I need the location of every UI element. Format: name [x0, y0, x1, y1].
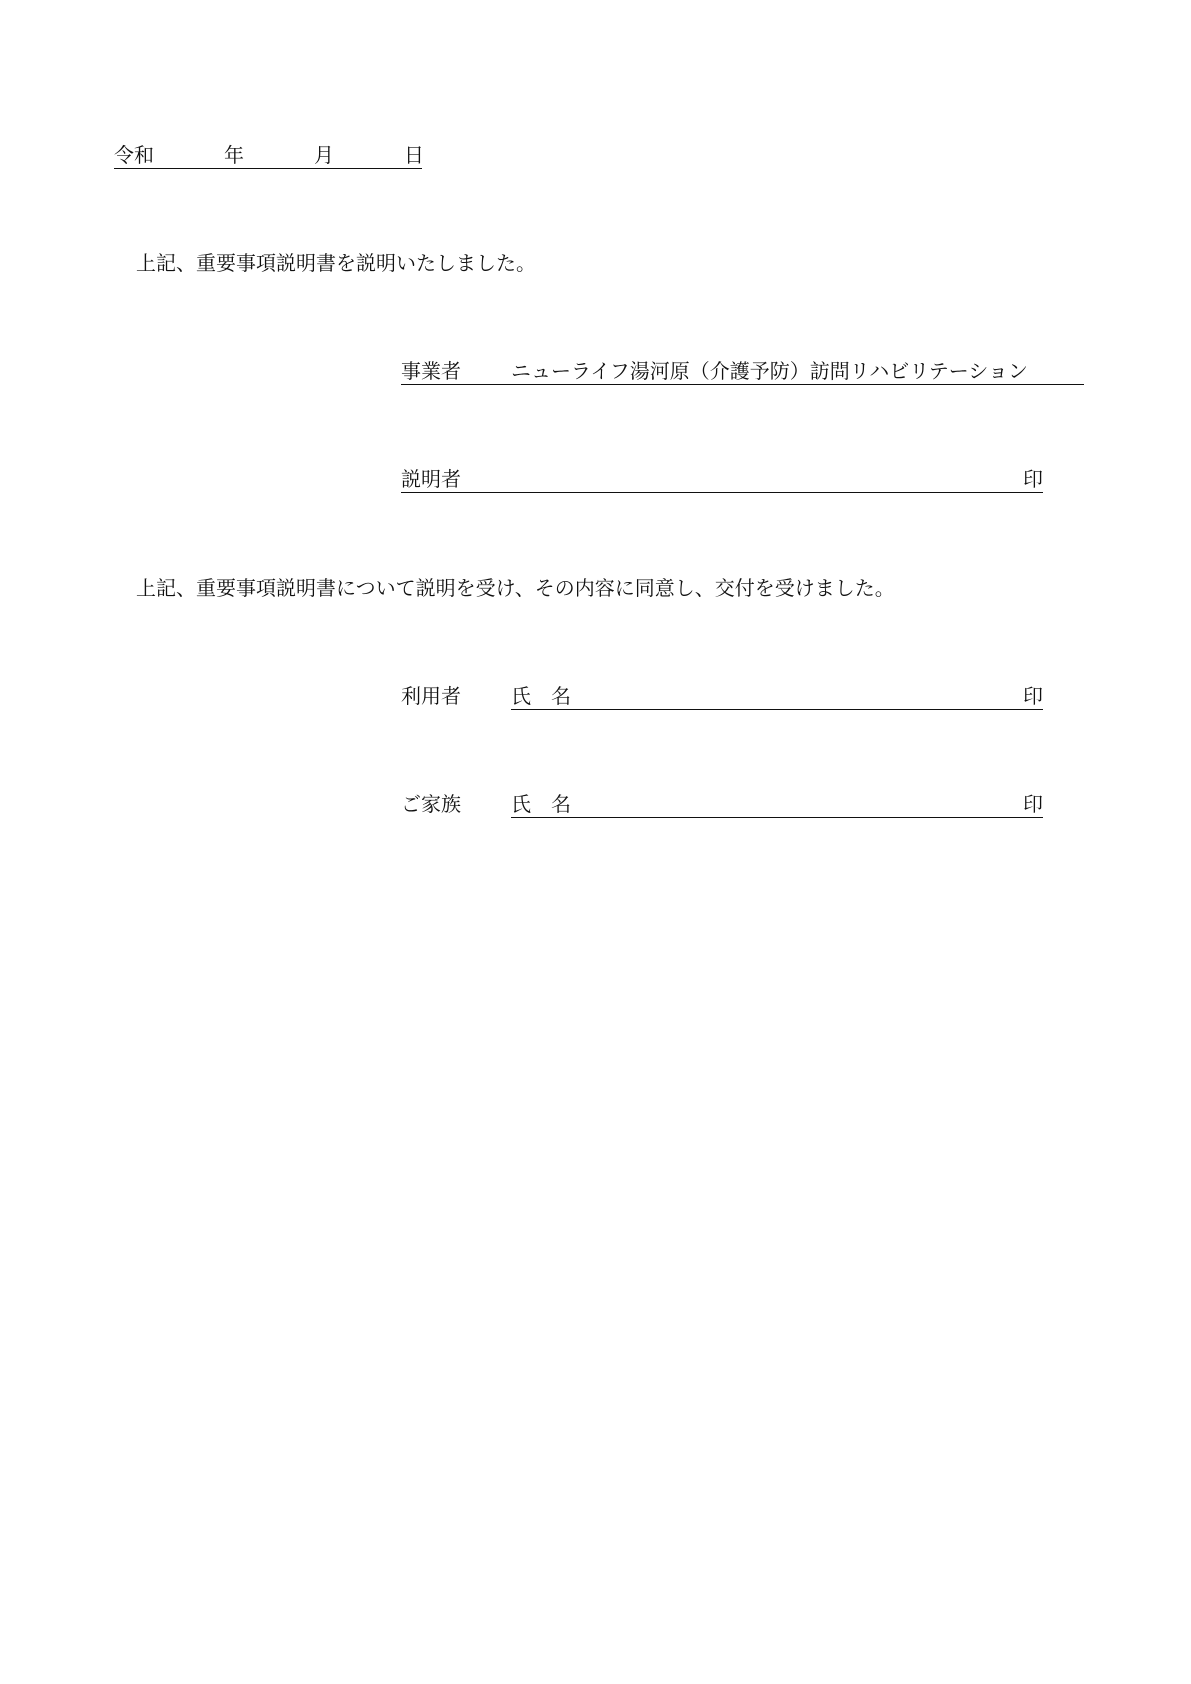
date-year-label: 年 [224, 143, 244, 167]
date-day-label: 日 [404, 143, 424, 167]
statement-agreed: 上記、重要事項説明書について説明を受け、その内容に同意し、交付を受けました。 [136, 576, 895, 600]
explainer-seal-mark: 印 [1023, 467, 1043, 491]
explainer-label: 説明者 [401, 467, 461, 491]
family-signature-field[interactable] [511, 791, 1043, 818]
family-seal-mark: 印 [1023, 792, 1043, 816]
date-month-label: 月 [314, 143, 334, 167]
date-line[interactable] [114, 142, 422, 169]
user-seal-mark: 印 [1023, 684, 1043, 708]
user-signature-field[interactable] [511, 683, 1043, 710]
provider-line [401, 358, 1084, 385]
date-era: 令和 [114, 143, 154, 167]
family-name-label: 氏 名 [511, 792, 571, 816]
user-label: 利用者 [401, 684, 461, 708]
user-name-label: 氏 名 [511, 684, 571, 708]
provider-name: ニューライフ湯河原（介護予防）訪問リハビリテーション [511, 359, 1028, 383]
explainer-signature-field[interactable] [401, 466, 1043, 493]
statement-explained: 上記、重要事項説明書を説明いたしました。 [136, 251, 536, 275]
family-label: ご家族 [401, 792, 461, 816]
provider-label: 事業者 [401, 359, 461, 383]
